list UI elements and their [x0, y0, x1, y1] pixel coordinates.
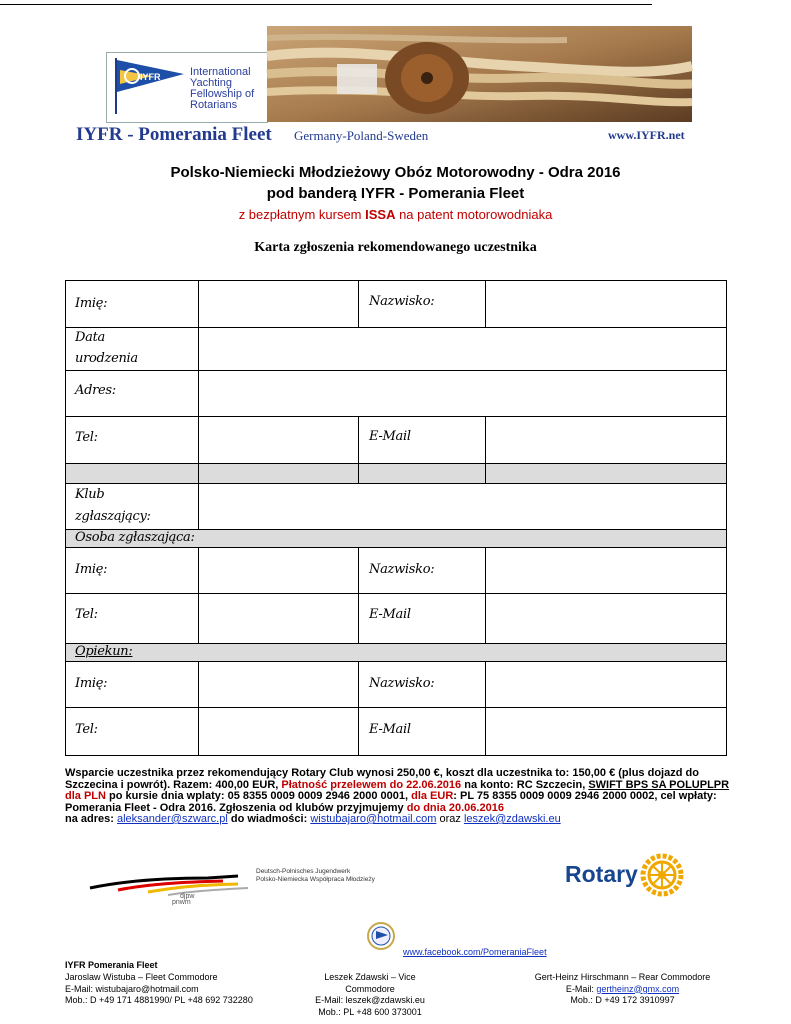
phone-label: Tel: [75, 722, 98, 737]
submitter-phone-field[interactable] [199, 594, 358, 643]
submitter-email-field[interactable] [486, 594, 726, 643]
footer-rear-commodore: Gert-Heinz Hirschmann – Rear Commodore E-Mail: gertheinz@gmx.com Mob.: D +49 172 3910997 [534, 972, 711, 1005]
rotary-wheel-icon [640, 853, 684, 897]
djpw-text: Deutsch-Polnisches Jugendwerk Polsko-Niemiecka Współpraca Młodzieży [256, 868, 375, 883]
club-label: Klub [75, 487, 105, 502]
logo-text-line: Rotarians [190, 99, 238, 111]
participant-phone-field[interactable] [199, 417, 358, 463]
submitter-first-name-field[interactable] [199, 548, 358, 593]
email-link-wistubajaro[interactable]: wistubajaro@hotmail.com [310, 813, 437, 825]
participant-last-name-field[interactable] [486, 281, 726, 327]
phone-label: Tel: [75, 607, 98, 622]
email-label: E-Mail [369, 722, 411, 737]
participant-email-field[interactable] [486, 417, 726, 463]
address-field[interactable] [199, 371, 726, 416]
guardian-header-row [65, 643, 727, 661]
guardian-email-field[interactable] [486, 708, 726, 755]
facebook-link[interactable]: www.facebook.com/PomeraniaFleet [403, 947, 547, 957]
address-label: Adres: [75, 383, 116, 398]
participant-first-name-field[interactable] [199, 281, 358, 327]
svg-text:IYFR: IYFR [140, 72, 161, 82]
logo-text-line: Yachting [190, 77, 232, 89]
first-name-label: Imię: [75, 676, 108, 691]
rope-pulley-photo [267, 26, 692, 122]
email-link-gertheinz[interactable]: gertheinz@gmx.com [596, 983, 680, 994]
fleet-emblem-icon [366, 921, 396, 951]
page-subtitle: pod banderą IYFR - Pomerania Fleet [266, 185, 525, 202]
iyfr-logo-text [190, 67, 254, 111]
email-link-aleksander[interactable]: aleksander@szwarc.pl [116, 813, 228, 825]
logo-text-line: Fellowship of [190, 88, 255, 100]
footer-commodore: Jaroslaw Wistuba – Fleet Commodore E-Mail: wistubajaro@hotmail.com Mob.: D +49 171 4881990/ PL +48 692 732280 [65, 972, 253, 1005]
first-name-label: Imię: [75, 562, 108, 577]
footer-vice-commodore: Leszek Zdawski – Vice Commodore E-Mail: leszek@zdawski.eu Mob.: PL +48 600 373001 [315, 972, 425, 1017]
email-label: E-Mail [369, 607, 411, 622]
club-label: zgłaszający: [75, 509, 151, 524]
submitter-label: Osoba zgłaszająca: [75, 530, 195, 545]
last-name-label: Nazwisko: [369, 676, 435, 691]
svg-text:pnwm: pnwm [172, 899, 191, 906]
submitter-last-name-field[interactable] [486, 548, 726, 593]
fleet-countries: Germany-Poland-Sweden [294, 128, 429, 143]
footer-org: IYFR Pomerania Fleet [65, 960, 158, 970]
svg-text:djpw: djpw [180, 893, 195, 900]
guardian-first-name-field[interactable] [199, 662, 358, 707]
birth-date-label: urodzenia [75, 351, 138, 366]
form-title: Karta zgłoszenia rekomendowanego uczestnika [254, 240, 537, 255]
page-title: Polsko-Niemiecki Młodzieżowy Obóz Motorowodny - Odra 2016 [170, 164, 621, 181]
djpw-logo [88, 862, 258, 906]
last-name-label: Nazwisko: [369, 562, 435, 577]
top-rule [0, 4, 652, 5]
email-link-leszek[interactable]: leszek@zdawski.eu [463, 813, 561, 825]
iyfr-burgee-icon [112, 56, 186, 116]
separator-row [65, 463, 727, 483]
support-info: Wsparcie uczestnika przez rekomendujący Rotary Club wynosi 250,00 €, koszt dla uczestnika to: 150,00 € (plus dojazd do Szczecina i powrót). Razem: 400,00 EUR, Płatność przelewem do 22.06.2016 na konto: RC Szczecin, SWIFT BPS SA POLUPLPR dla PLN po kursie dnia wplaty: 05 8355 0009 0009 2946 2000 0001, dla EUR: PL 75 8355 0009 0009 2946 2000 0002, cel wpłaty: Pomerania Fleet - Odra 2016. Zgłoszenia od klubów przyjmujemy do dnia 20.06.2016 na adres: aleksander@szwarc.pl do wiadmości: wistubajaro@hotmail.com oraz leszek@zdawski.eu [65, 767, 730, 825]
guardian-phone-field[interactable] [199, 708, 358, 755]
registration-form [65, 280, 727, 756]
last-name-label: Nazwisko: [369, 294, 435, 309]
rotary-logo-text: Rotary [565, 861, 638, 887]
email-label: E-Mail [369, 429, 411, 444]
fleet-title: IYFR - Pomerania Fleet [76, 124, 272, 145]
phone-label: Tel: [75, 430, 98, 445]
birth-date-field[interactable] [199, 328, 726, 370]
first-name-label: Imię: [75, 296, 108, 311]
course-note: z bezpłatnym kursem ISSA na patent motorowodniaka [238, 207, 553, 222]
club-field[interactable] [199, 484, 726, 529]
logo-text-line: International [190, 66, 251, 78]
birth-date-label: Data [75, 330, 105, 345]
guardian-label: Opiekun: [75, 644, 133, 659]
guardian-last-name-field[interactable] [486, 662, 726, 707]
website-link[interactable]: www.IYFR.net [608, 128, 685, 142]
